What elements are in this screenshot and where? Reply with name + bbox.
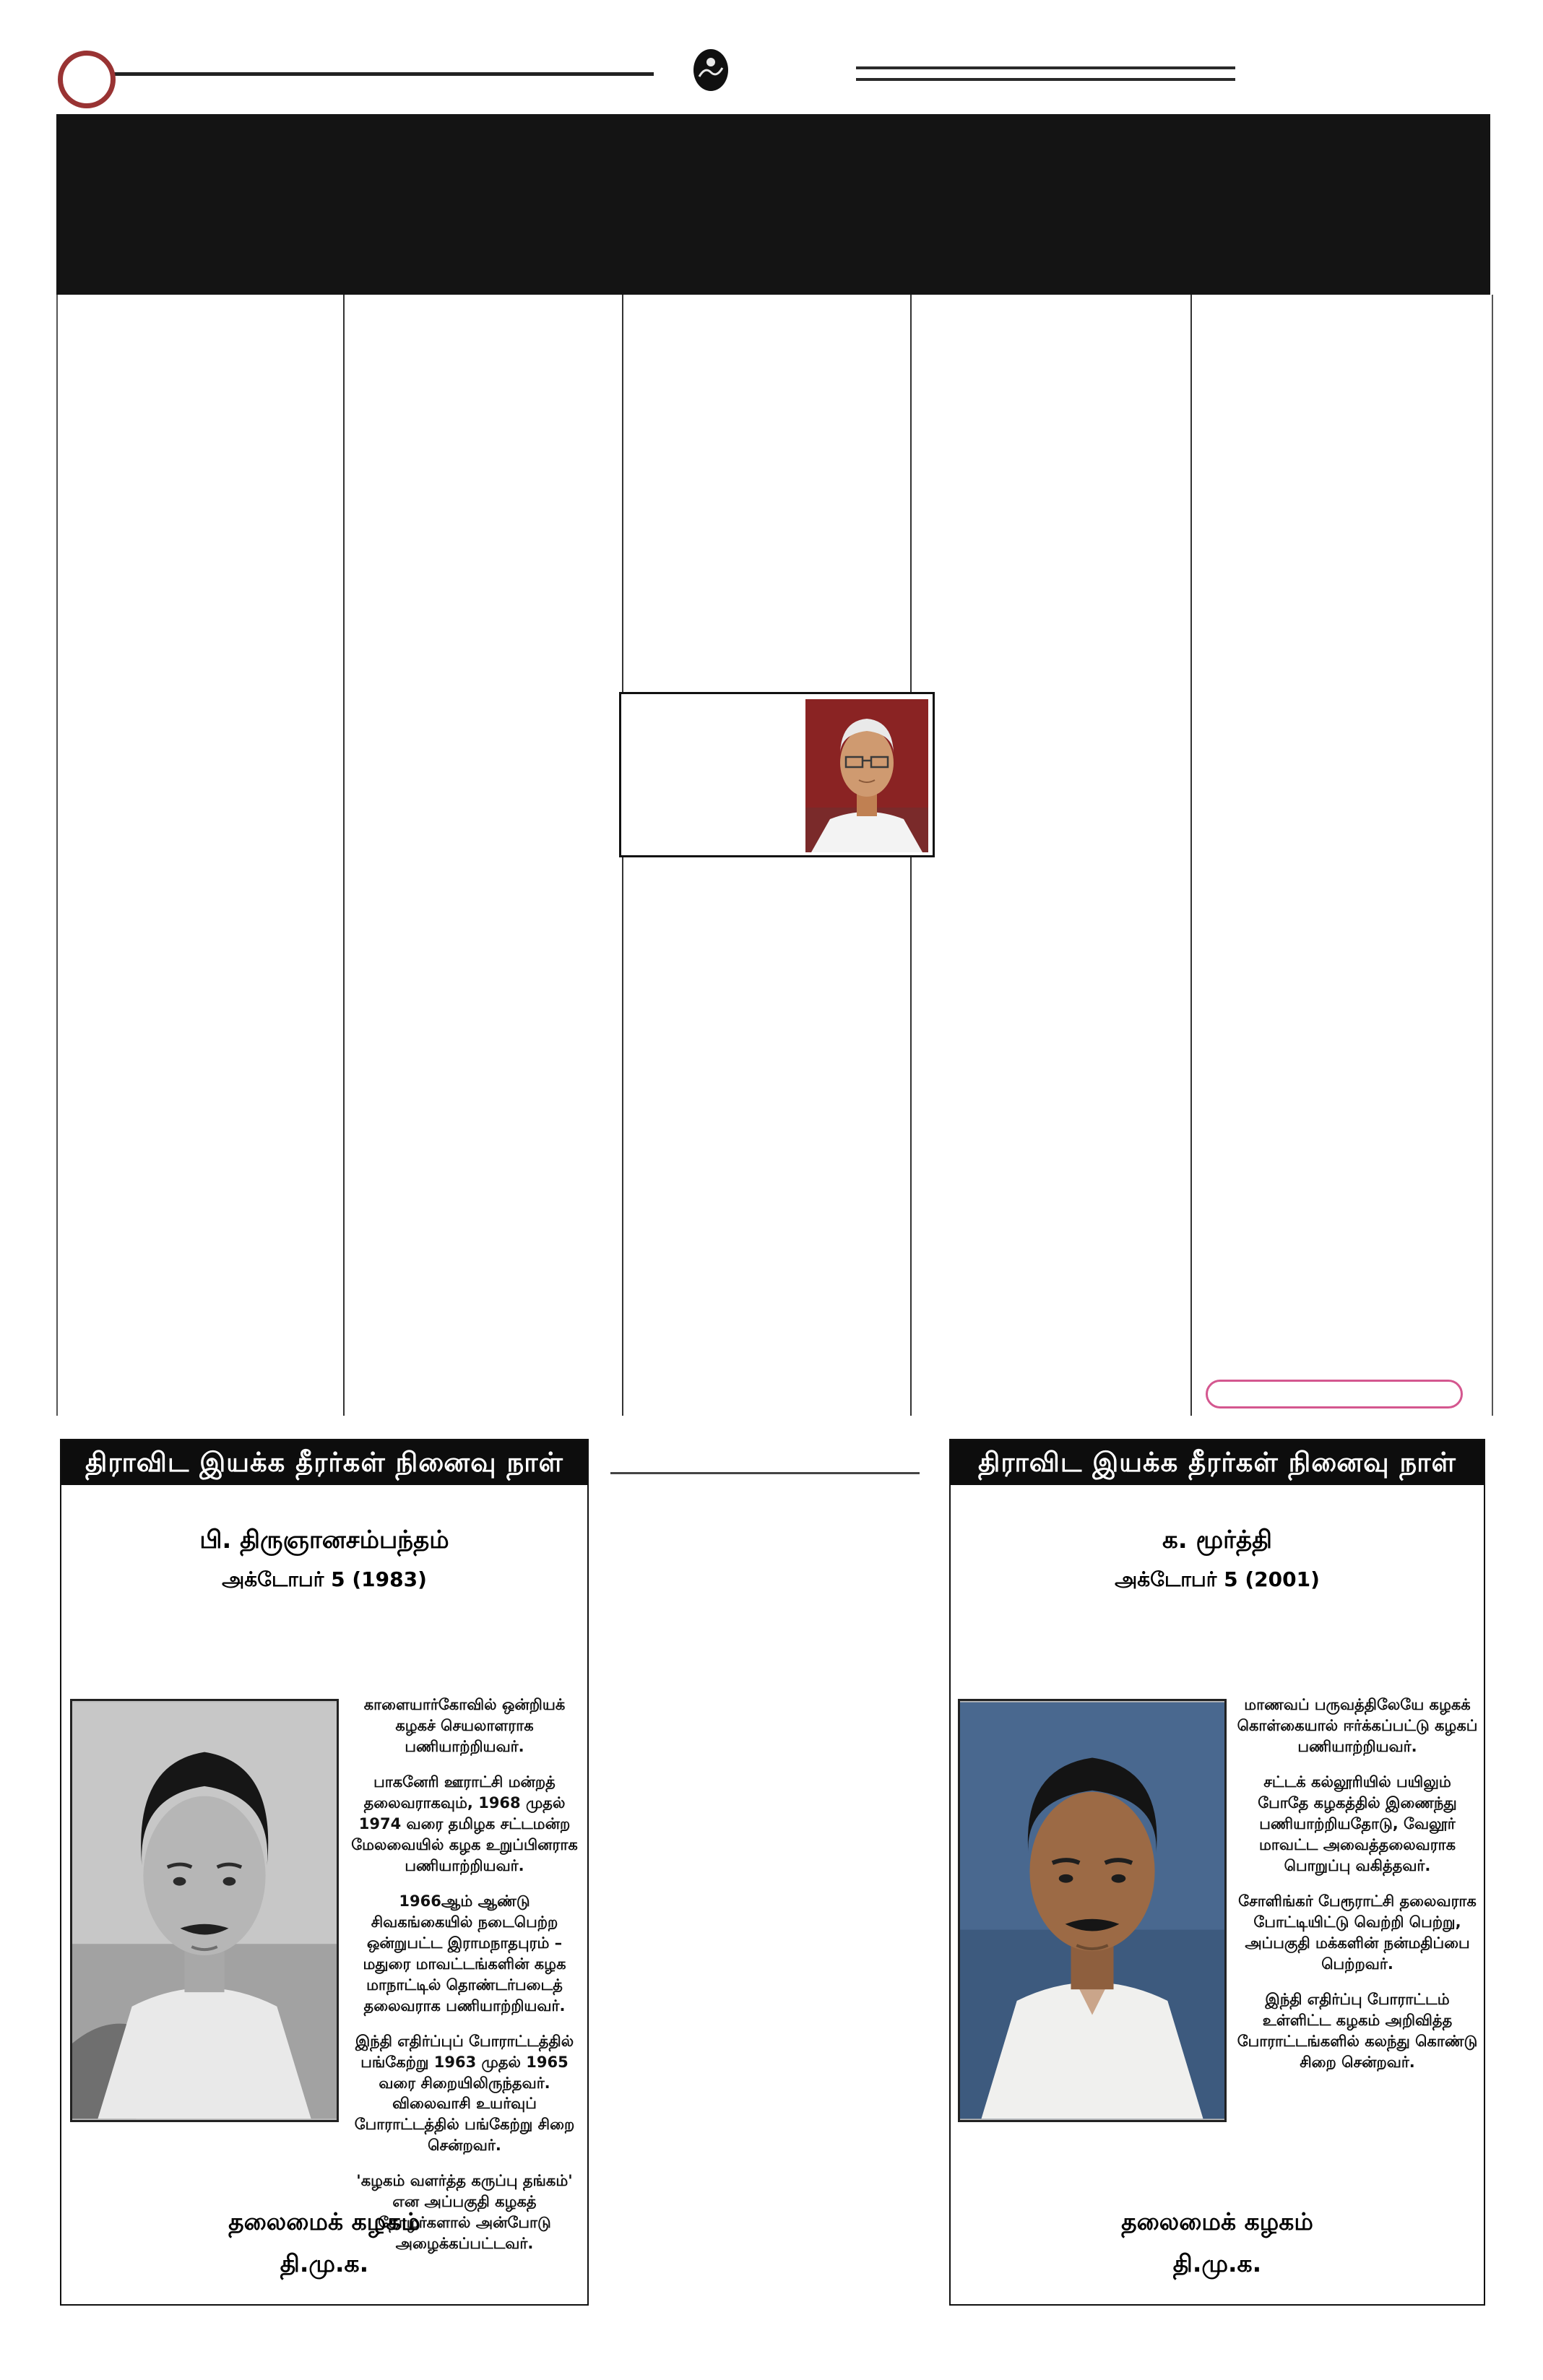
memorial-footer-org: தலைமைக் கழகம் <box>1121 2207 1313 2236</box>
column-rule-4 <box>1190 295 1192 1416</box>
memorial-paragraph: காளையார்கோவில் ஒன்றியக் கழகச் செயலாளராக பணியாற்றியவர். <box>363 1696 566 1755</box>
memorial-text-column <box>349 1695 580 2269</box>
memorial-header: திராவிட இயக்க தீரர்கள் நினைவு நாள் <box>951 1440 1484 1485</box>
memorial-text-column <box>1237 1695 1478 2087</box>
memorial-footer-org: தலைமைக் கழகம் <box>228 2207 420 2236</box>
elderly-man-portrait <box>805 699 928 852</box>
memorial-paragraph: பாகனேரி ஊராட்சி மன்றத் தலைவராகவும், 1968 முதல் 1974 வரை தமிழக சட்டமன்ற மேலவையில் கழக உறுப்பினராக பணியாற்றியவர். <box>351 1773 578 1874</box>
memorial-paragraph: இந்தி எதிர்ப்பு போராட்டம் உள்ளிட்ட கழகம் அறிவித்த போராட்டங்களில் கலந்து கொண்டு சிறை சென்றவர். <box>1237 1990 1478 2071</box>
center-photo-box <box>619 692 935 857</box>
party-emblem-icon <box>692 48 730 92</box>
horizontal-rule-left <box>69 72 654 76</box>
memorial-paragraph: சோளிங்கர் பேரூராட்சி தலைவராக போட்டியிட்டு வெற்றி பெற்று, அப்பகுதி மக்களின் நன்மதிப்பை பெற்றவர். <box>1238 1892 1477 1973</box>
memorial-notice-left <box>60 1439 589 2306</box>
memorial-photo-color <box>958 1699 1227 2122</box>
memorial-paragraph: சட்டக் கல்லூரியில் பயிலும் போதே கழகத்தில் இணைந்து பணியாற்றியதோடு, வேலூர் மாவட்ட அவைத்தலைவராக பொறுப்பு வகித்தவர். <box>1258 1773 1457 1874</box>
man-color-portrait <box>960 1701 1224 2120</box>
ring-ornament-icon <box>58 51 116 108</box>
memorial-photo-bw <box>70 1699 339 2122</box>
memorial-notice-right <box>949 1439 1485 2306</box>
memorial-date: அக்டோபர் 5 (2001) <box>1115 1567 1320 1591</box>
memorial-footer <box>61 2207 587 2281</box>
article-area <box>56 295 1493 1416</box>
memorial-footer-party: தி.மு.க. <box>1172 2249 1262 2277</box>
memorial-paragraph: 1966ஆம் ஆண்டு சிவகங்கையில் நடைபெற்ற ஒன்றுபட்ட இராமநாதபுரம் – மதுரை மாவட்டங்களின் கழக மாநாட்டில் தொண்டர்படைத் தலைவராக பணியாற்றியவர். <box>363 1892 566 2015</box>
rounded-outline-box <box>1206 1380 1463 1408</box>
divider-line <box>610 1472 920 1474</box>
memorial-person-name: க. மூர்த்தி <box>1162 1526 1272 1554</box>
memorial-person-name: பி. திருஞானசம்பந்தம் <box>199 1526 449 1554</box>
memorial-paragraph: 'கழகம் வளர்த்த கருப்பு தங்கம்' என அப்பகுதி கழகத் தோழர்களால் அன்போடு அழைக்கப்பட்டவர். <box>356 2172 573 2253</box>
memorial-paragraph: மாணவப் பருவத்திலேயே கழகக் கொள்கையால் ஈர்க்கப்பட்டு கழகப் பணியாற்றியவர். <box>1237 1696 1478 1755</box>
memorial-footer-party: தி.மு.க. <box>280 2249 369 2277</box>
double-rule-right <box>856 66 1235 81</box>
young-man-bw-portrait <box>72 1701 337 2120</box>
memorial-header: திராவிட இயக்க தீரர்கள் நினைவு நாள் <box>61 1440 587 1485</box>
memorial-date: அக்டோபர் 5 (1983) <box>222 1567 427 1591</box>
memorial-paragraph: இந்தி எதிர்ப்புப் போராட்டத்தில் பங்கேற்று 1963 முதல் 1965 வரை சிறையிலிருந்தவர். விலைவாசி உயர்வுப் போராட்டத்தில் பங்கேற்று சிறை சென்றவர். <box>354 2032 575 2155</box>
memorial-footer <box>951 2207 1484 2281</box>
masthead-banner <box>56 114 1490 295</box>
column-rule-1 <box>343 295 345 1416</box>
